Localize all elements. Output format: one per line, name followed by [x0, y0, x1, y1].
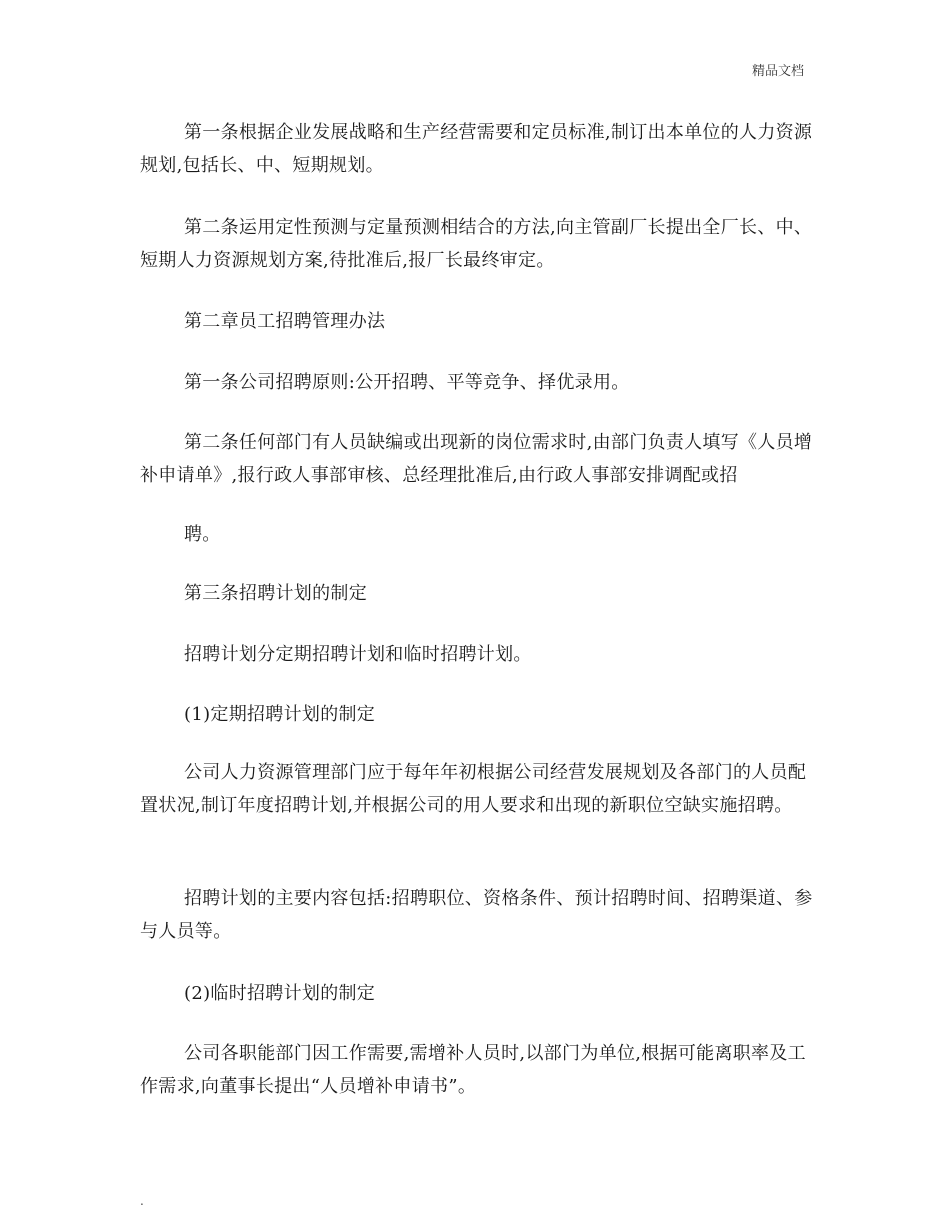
footer-mark: .: [140, 1194, 144, 1208]
subheading-2: (2)临时招聘计划的制定: [184, 983, 376, 1004]
paragraph-4: 第二条任何部门有人员缺编或出现新的岗位需求时,由部门负责人填写《人员增补申请单》,报行政人事部审核、总经理批准后,由行政人事部安排调配或招: [140, 432, 813, 486]
paragraph-5: 招聘计划分定期招聘计划和临时招聘计划。: [184, 644, 532, 665]
chapter-heading: 第二章员工招聘管理办法: [184, 311, 386, 332]
paragraph-1: 第一条根据企业发展战略和生产经营需要和定员标准,制订出本单位的人力资源规划,包括长、中、短期规划。: [140, 122, 813, 176]
header-tag: 精品文档: [752, 64, 805, 79]
paragraph-2: 第二条运用定性预测与定量预测相结合的方法,向主管副厂长提出全厂长、中、短期人力资源规划方案,待批准后,报厂长最终审定。: [140, 217, 813, 271]
paragraph-6: 公司人力资源管理部门应于每年年初根据公司经营发展规划及各部门的人员配置状况,制订年度招聘计划,并根据公司的用人要求和出现的新职位空缺实施招聘。: [140, 762, 807, 816]
paragraph-4-continuation: 聘。: [184, 524, 221, 545]
paragraph-3: 第一条公司招聘原则:公开招聘、平等竞争、择优录用。: [184, 372, 630, 393]
paragraph-7: 招聘计划的主要内容包括:招聘职位、资格条件、预计招聘时间、招聘渠道、参与人员等。: [140, 888, 813, 942]
subheading-1: (1)定期招聘计划的制定: [184, 704, 376, 725]
section-heading-3: 第三条招聘计划的制定: [184, 583, 367, 604]
paragraph-8: 公司各职能部门因工作需要,需增补人员时,以部门为单位,根据可能离职率及工作需求,向董事长提出“人员增补申请书”。: [140, 1043, 806, 1097]
